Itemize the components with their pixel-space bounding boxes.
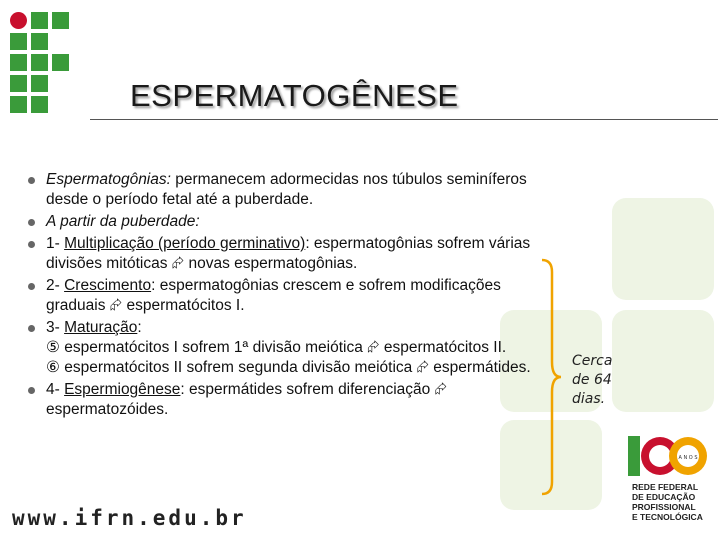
footer-url[interactable]: www.ifrn.edu.br: [12, 506, 247, 530]
bullet-icon: [28, 283, 35, 290]
item-term: Crescimento: [64, 277, 152, 294]
item-term: Espermiogênese: [64, 381, 181, 398]
curly-brace-icon: [540, 258, 562, 496]
circled-number-icon: ⑤: [46, 339, 60, 356]
bullet-icon: [28, 325, 35, 332]
item-text: : espermatogônias sofrem várias divisões mitóticas: [46, 235, 531, 272]
item-text: : espermatogônias crescem e sofrem modificações graduais: [46, 277, 501, 314]
bullet-icon: [28, 219, 35, 226]
item-text: : espermátides sofrem diferenciação: [180, 381, 435, 398]
bullet-icon: [28, 241, 35, 248]
item-term: Maturação: [64, 319, 138, 336]
list-item: [24, 380, 564, 420]
centenary-badge: [622, 432, 712, 534]
item-lead: Espermatogônias:: [46, 171, 171, 188]
slide-title: ESPERMATOGÊNESE: [130, 78, 459, 113]
item-lead: A partir da puberdade:: [46, 213, 200, 230]
decorative-square: [612, 198, 714, 300]
decorative-square: [612, 310, 714, 412]
item-text: espermatócitos I.: [122, 297, 245, 314]
item-text: :: [137, 319, 142, 336]
list-item: [24, 234, 564, 274]
item-number: 3-: [46, 319, 65, 336]
arrow-icon: ⮳: [434, 381, 447, 398]
list-item: [24, 276, 564, 316]
item-number: 1-: [46, 235, 65, 252]
bullet-icon: [28, 177, 35, 184]
item-term: Multiplicação (período germinativo): [64, 235, 306, 252]
circled-number-icon: ⑥: [46, 359, 60, 376]
sub-item: ⑥ espermatócitos II sofrem segunda divisão meiótica ⮳ espermátides.: [46, 359, 531, 376]
badge-letters: A N O S: [678, 455, 698, 461]
list-item: [24, 318, 564, 378]
bullet-icon: [28, 387, 35, 394]
item-text: novas espermatogônias.: [184, 255, 358, 272]
sub-item: ⑤ espermatócitos I sofrem 1ª divisão meiótica ⮳ espermatócitos II.: [46, 339, 507, 356]
duration-note: Cerca de 64 dias.: [572, 353, 613, 407]
centenary-number-icon: [622, 432, 712, 480]
item-text: espermatozóides.: [46, 401, 169, 418]
arrow-icon: ⮳: [416, 359, 429, 376]
item-text: permanecem adormecidas nos túbulos seminíferos desde o período fetal até a puberdade.: [46, 171, 527, 208]
badge-caption: REDE FEDERAL DE EDUCAÇÃO PROFISSIONAL E TECNOLÓGICA: [632, 482, 703, 522]
item-number: 2-: [46, 277, 65, 294]
arrow-icon: ⮳: [367, 339, 380, 356]
list-item: [24, 170, 564, 210]
bullet-list: [24, 170, 564, 422]
arrow-icon: ⮳: [109, 297, 123, 314]
title-underline: [90, 119, 718, 120]
arrow-icon: ⮳: [171, 255, 185, 272]
list-item: [24, 212, 564, 232]
ifrn-logo: [10, 12, 70, 112]
item-number: 4-: [46, 381, 65, 398]
